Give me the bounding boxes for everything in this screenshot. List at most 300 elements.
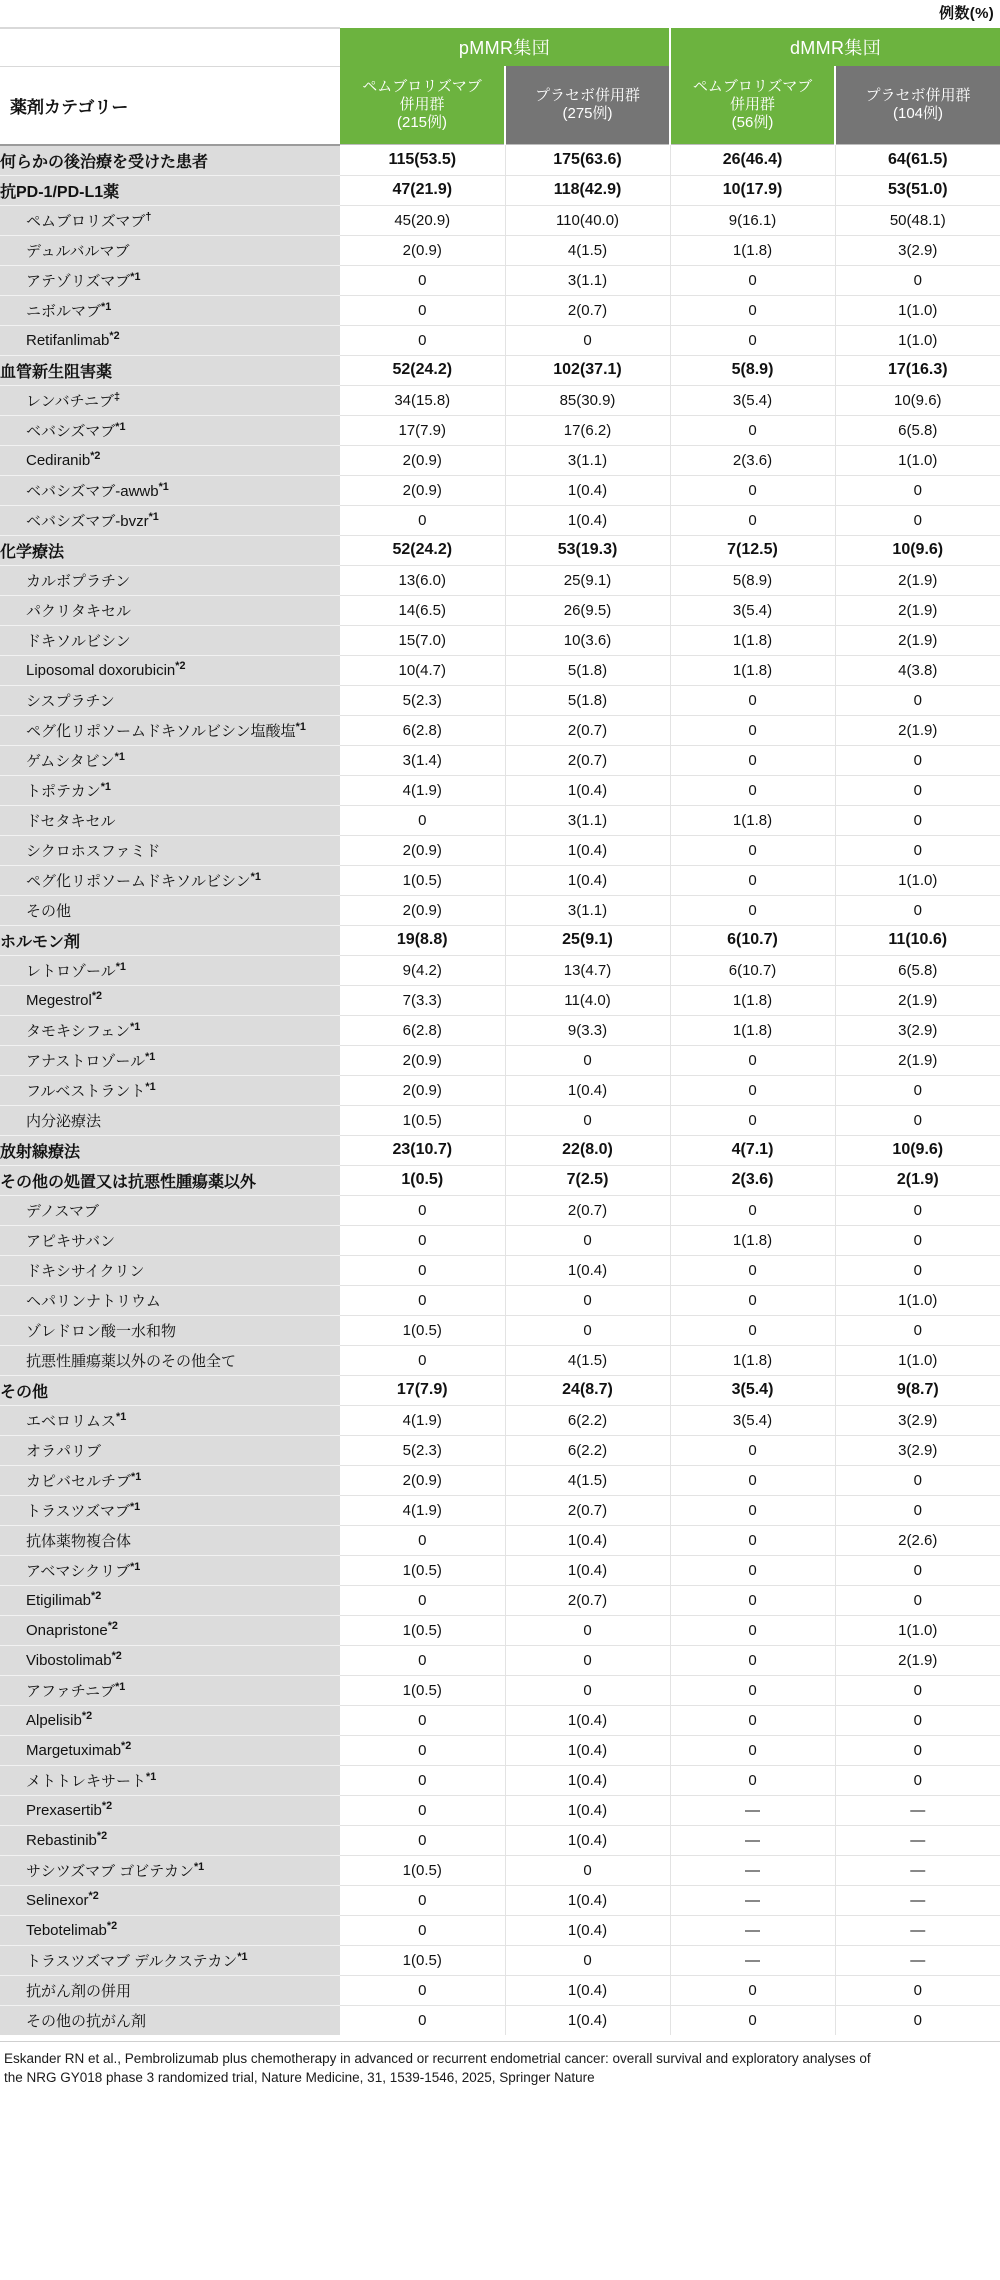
category-label: 血管新生阻害薬: [0, 355, 340, 385]
footnote-marker: *1: [129, 1500, 141, 1513]
table-row: [0, 445, 1000, 475]
value-cell: 102(37.1): [505, 355, 670, 385]
value-cell: 0: [670, 1255, 835, 1285]
drug-label: ペムブロリズマブ†: [0, 205, 340, 235]
value-cell: 0: [670, 775, 835, 805]
value-cell: 1(1.8): [670, 985, 835, 1015]
value-cell: 7(3.3): [340, 985, 505, 1015]
drug-label: ドキシサイクリン: [0, 1255, 340, 1285]
table-row: [0, 415, 1000, 445]
value-cell: 1(1.8): [670, 1225, 835, 1255]
value-cell: 17(16.3): [835, 355, 1000, 385]
value-cell: 2(0.9): [340, 475, 505, 505]
value-cell: 2(0.7): [505, 1585, 670, 1615]
table-row: [0, 385, 1000, 415]
footnote-marker: *1: [250, 870, 261, 883]
category-label: 放射線療法: [0, 1135, 340, 1165]
column-group-pmmr: pMMR集団: [340, 28, 670, 66]
drug-label: ペグ化リポソームドキソルビシン塩酸塩$^{*1}$: [0, 715, 340, 745]
value-cell: 1(1.8): [670, 1345, 835, 1375]
table-row: [0, 1405, 1000, 1435]
drug-label: 抗がん剤の併用: [0, 1975, 340, 2005]
footnote-marker: *1: [145, 1080, 156, 1093]
value-cell: 2(0.7): [505, 745, 670, 775]
value-cell: 10(4.7): [340, 655, 505, 685]
value-cell: 0: [670, 1285, 835, 1315]
value-cell: 0: [505, 1855, 670, 1885]
drug-label: ベバシズマブ-bvzr$^{*1}$: [0, 505, 340, 535]
value-cell: 4(1.9): [340, 1405, 505, 1435]
category-label: その他: [0, 1375, 340, 1405]
value-cell: 17(6.2): [505, 415, 670, 445]
value-cell: —: [835, 1945, 1000, 1975]
table-row: [0, 1855, 1000, 1885]
value-cell: 7(2.5): [505, 1165, 670, 1195]
drug-label: デノスマブ: [0, 1195, 340, 1225]
drug-label: アナストロゾール$^{*1}$: [0, 1045, 340, 1075]
value-cell: 0: [505, 1285, 670, 1315]
drug-label: ベバシズマブ-awwb$^{*1}$: [0, 475, 340, 505]
table-row: [0, 595, 1000, 625]
value-cell: 1(0.4): [505, 1975, 670, 2005]
value-cell: 1(1.0): [835, 1345, 1000, 1375]
value-cell: 2(0.9): [340, 1465, 505, 1495]
value-cell: 10(3.6): [505, 625, 670, 655]
value-cell: 0: [340, 1585, 505, 1615]
drug-label: カピバセルチブ$^{*1}$: [0, 1465, 340, 1495]
value-cell: 1(1.8): [670, 655, 835, 685]
citation: [0, 2041, 1000, 2094]
table-row: [0, 1525, 1000, 1555]
value-cell: 0: [505, 1645, 670, 1675]
value-cell: 0: [835, 895, 1000, 925]
value-cell: 0: [505, 1225, 670, 1255]
value-cell: 0: [670, 715, 835, 745]
value-cell: —: [835, 1795, 1000, 1825]
table-row: [0, 1765, 1000, 1795]
value-cell: 6(10.7): [670, 955, 835, 985]
table-row: [0, 1195, 1000, 1225]
value-cell: 0: [835, 2005, 1000, 2035]
drug-label: ゾレドロン酸一水和物: [0, 1315, 340, 1345]
value-cell: 85(30.9): [505, 385, 670, 415]
value-cell: 0: [670, 1705, 835, 1735]
table-row: [0, 1255, 1000, 1285]
value-cell: 0: [340, 805, 505, 835]
value-cell: 6(2.2): [505, 1435, 670, 1465]
value-cell: 23(10.7): [340, 1135, 505, 1165]
value-cell: 0: [835, 1675, 1000, 1705]
value-cell: 0: [670, 265, 835, 295]
footnote-marker: *1: [237, 1950, 248, 1963]
value-cell: 1(1.8): [670, 1015, 835, 1045]
value-cell: 5(1.8): [505, 655, 670, 685]
value-cell: —: [835, 1855, 1000, 1885]
category-label: 化学療法: [0, 535, 340, 565]
value-cell: 6(5.8): [835, 955, 1000, 985]
value-cell: 2(3.6): [670, 445, 835, 475]
value-cell: 10(9.6): [835, 385, 1000, 415]
value-cell: 52(24.2): [340, 535, 505, 565]
table-row: [0, 325, 1000, 355]
footnote-marker: *1: [148, 510, 159, 523]
footnote-marker: †: [145, 210, 152, 223]
value-cell: 1(0.5): [340, 1615, 505, 1645]
value-cell: 0: [670, 1105, 835, 1135]
value-cell: 0: [340, 1825, 505, 1855]
value-cell: 2(2.6): [835, 1525, 1000, 1555]
value-cell: 0: [505, 1045, 670, 1075]
drug-label: Prexasertib$^{*2}$: [0, 1795, 340, 1825]
value-cell: —: [835, 1885, 1000, 1915]
footnote-marker: *2: [121, 1739, 132, 1752]
footnote-marker: *2: [90, 449, 101, 462]
value-cell: 3(5.4): [670, 385, 835, 415]
table-row: [0, 1435, 1000, 1465]
footnote-marker: *2: [88, 1889, 99, 1902]
col-line2: (104例): [893, 105, 944, 122]
table-row: [0, 895, 1000, 925]
value-cell: 0: [340, 1255, 505, 1285]
table-row: [0, 565, 1000, 595]
value-cell: 1(1.8): [670, 235, 835, 265]
value-cell: 0: [340, 1525, 505, 1555]
value-cell: 1(0.4): [505, 1915, 670, 1945]
footnote-marker: *1: [130, 270, 141, 283]
value-cell: —: [670, 1855, 835, 1885]
drug-label: 内分泌療法: [0, 1105, 340, 1135]
drug-label: オラパリブ: [0, 1435, 340, 1465]
value-cell: 0: [670, 1735, 835, 1765]
table-row: [0, 1795, 1000, 1825]
table-row: [0, 1975, 1000, 2005]
value-cell: 0: [340, 1765, 505, 1795]
value-cell: 9(3.3): [505, 1015, 670, 1045]
drug-label: アピキサバン: [0, 1225, 340, 1255]
value-cell: 0: [340, 1915, 505, 1945]
footnote-marker: *2: [91, 989, 103, 1002]
post-treatment-table: [0, 27, 1000, 2035]
header-subcolumn-row: [0, 66, 1000, 145]
value-cell: 0: [505, 325, 670, 355]
table-header: [0, 28, 1000, 145]
value-cell: 7(12.5): [670, 535, 835, 565]
drug-label: ヘパリンナトリウム: [0, 1285, 340, 1315]
value-cell: 0: [670, 895, 835, 925]
drug-label: エベロリムス$^{*1}$: [0, 1405, 340, 1435]
category-label: その他の処置又は抗悪性腫瘍薬以外: [0, 1165, 340, 1195]
table-row: [0, 715, 1000, 745]
value-cell: 1(0.4): [505, 1885, 670, 1915]
value-cell: 2(0.9): [340, 235, 505, 265]
footnote-marker: *2: [109, 329, 120, 342]
value-cell: 0: [340, 1735, 505, 1765]
drug-label: トラスツズマブ デルクステカン$^{*1}$: [0, 1945, 340, 1975]
table-row: [0, 1705, 1000, 1735]
table-row: [0, 1015, 1000, 1045]
value-cell: 5(8.9): [670, 355, 835, 385]
drug-label: メトトレキサート$^{*1}$: [0, 1765, 340, 1795]
value-cell: 17(7.9): [340, 415, 505, 445]
table-row: [0, 925, 1000, 955]
value-cell: 5(8.9): [670, 565, 835, 595]
footnote-marker: ‡: [113, 390, 120, 403]
table-row: [0, 355, 1000, 385]
drug-label: アベマシクリブ$^{*1}$: [0, 1555, 340, 1585]
value-cell: 1(0.4): [505, 2005, 670, 2035]
value-cell: 0: [835, 1075, 1000, 1105]
column-dmmr-pembrolizumab: [670, 66, 835, 145]
value-cell: 6(2.2): [505, 1405, 670, 1435]
value-cell: 5(1.8): [505, 685, 670, 715]
table-row: [0, 685, 1000, 715]
value-cell: 64(61.5): [835, 145, 1000, 176]
value-cell: 0: [670, 1435, 835, 1465]
drug-label: その他の抗がん剤: [0, 2005, 340, 2035]
table-row: [0, 1585, 1000, 1615]
value-cell: 0: [340, 505, 505, 535]
value-cell: 0: [670, 1765, 835, 1795]
category-label: 何らかの後治療を受けた患者: [0, 145, 340, 176]
value-cell: 4(1.5): [505, 235, 670, 265]
value-cell: 0: [340, 295, 505, 325]
drug-label: Margetuximab$^{*2}$: [0, 1735, 340, 1765]
drug-label: パクリタキセル: [0, 595, 340, 625]
table-row: [0, 175, 1000, 205]
drug-label: カルボプラチン: [0, 565, 340, 595]
value-cell: 0: [670, 1075, 835, 1105]
table-row: [0, 265, 1000, 295]
drug-label: トポテカン$^{*1}$: [0, 775, 340, 805]
value-cell: 1(1.0): [835, 1615, 1000, 1645]
value-cell: 2(1.9): [835, 565, 1000, 595]
value-cell: 0: [340, 1285, 505, 1315]
value-cell: 0: [835, 1315, 1000, 1345]
value-cell: 0: [670, 685, 835, 715]
drug-label: 抗体薬物複合体: [0, 1525, 340, 1555]
value-cell: 0: [670, 1465, 835, 1495]
value-cell: —: [835, 1915, 1000, 1945]
value-cell: 34(15.8): [340, 385, 505, 415]
value-cell: 0: [670, 475, 835, 505]
value-cell: 110(40.0): [505, 205, 670, 235]
value-cell: 0: [835, 1765, 1000, 1795]
drug-label: アテゾリズマブ$^{*1}$: [0, 265, 340, 295]
category-label: ホルモン剤: [0, 925, 340, 955]
col-line3: (215例): [396, 114, 448, 132]
table-row: [0, 235, 1000, 265]
row-label-header: 薬剤カテゴリー: [0, 66, 340, 145]
table-row: [0, 1555, 1000, 1585]
table-row: [0, 205, 1000, 235]
column-pmmr-placebo: [505, 66, 670, 145]
value-cell: 0: [670, 1585, 835, 1615]
footnote-marker: *1: [114, 750, 125, 763]
value-cell: 1(1.0): [835, 1285, 1000, 1315]
value-cell: 1(1.8): [670, 625, 835, 655]
value-cell: 0: [835, 835, 1000, 865]
drug-label: ゲムシタビン$^{*1}$: [0, 745, 340, 775]
value-cell: 0: [340, 1195, 505, 1225]
footnote-marker: *2: [111, 1649, 122, 1662]
value-cell: 2(1.9): [835, 625, 1000, 655]
value-cell: 2(0.7): [505, 1495, 670, 1525]
drug-label: その他: [0, 895, 340, 925]
value-cell: 1(0.4): [505, 1525, 670, 1555]
value-cell: 0: [505, 1315, 670, 1345]
footnote-marker: *1: [295, 720, 306, 733]
value-cell: 0: [670, 865, 835, 895]
table-row: [0, 145, 1000, 176]
value-cell: —: [670, 1795, 835, 1825]
value-cell: 1(0.5): [340, 1555, 505, 1585]
value-cell: 1(0.4): [505, 1705, 670, 1735]
footnote-marker: *2: [81, 1709, 93, 1722]
value-cell: 11(4.0): [505, 985, 670, 1015]
value-cell: 2(0.9): [340, 445, 505, 475]
table-row: [0, 295, 1000, 325]
value-cell: 0: [670, 415, 835, 445]
table-row: [0, 1315, 1000, 1345]
citation-line-1: Eskander RN et al., Pembrolizumab plus chemotherapy in advanced or recurrent endometrial cancer: overall survival and exploratory analyses of: [4, 2050, 871, 2066]
value-cell: 0: [670, 325, 835, 355]
header-group-row: [0, 28, 1000, 66]
header-corner-spacer: [0, 28, 340, 66]
value-cell: 0: [835, 805, 1000, 835]
table-row: [0, 505, 1000, 535]
value-cell: 0: [835, 1105, 1000, 1135]
value-cell: 0: [835, 1705, 1000, 1735]
column-pmmr-pembrolizumab: [340, 66, 505, 145]
table-row: [0, 955, 1000, 985]
value-cell: 13(4.7): [505, 955, 670, 985]
footnote-marker: *1: [145, 1050, 156, 1063]
value-cell: 1(0.5): [340, 865, 505, 895]
table-row: [0, 1615, 1000, 1645]
value-cell: 3(2.9): [835, 235, 1000, 265]
value-cell: 0: [835, 505, 1000, 535]
table-row: [0, 1645, 1000, 1675]
unit-note: 例数(%): [939, 5, 994, 22]
drug-label: Retifanlimab$^{*2}$: [0, 325, 340, 355]
category-label: 抗PD-1/PD-L1薬: [0, 175, 340, 205]
value-cell: 0: [505, 1615, 670, 1645]
table-row: [0, 835, 1000, 865]
value-cell: 15(7.0): [340, 625, 505, 655]
col-line1: ペムブロリズマブ: [362, 77, 482, 95]
value-cell: 2(1.9): [835, 1045, 1000, 1075]
value-cell: 1(0.4): [505, 835, 670, 865]
value-cell: 0: [835, 775, 1000, 805]
value-cell: 19(8.8): [340, 925, 505, 955]
drug-label: ベバシズマブ$^{*1}$: [0, 415, 340, 445]
value-cell: 2(0.7): [505, 715, 670, 745]
value-cell: 52(24.2): [340, 355, 505, 385]
table-row: [0, 535, 1000, 565]
table-row: [0, 1465, 1000, 1495]
value-cell: 1(0.5): [340, 1675, 505, 1705]
value-cell: 0: [670, 745, 835, 775]
value-cell: 3(1.1): [505, 265, 670, 295]
value-cell: 3(5.4): [670, 1405, 835, 1435]
table-row: [0, 1075, 1000, 1105]
citation-line-2: the NRG GY018 phase 3 randomized trial, Nature Medicine, 31, 1539-1546, 2025, Springer Nature: [4, 2070, 595, 2086]
value-cell: —: [670, 1915, 835, 1945]
footnote-marker: *2: [101, 1799, 113, 1812]
value-cell: 0: [670, 295, 835, 325]
value-cell: 0: [670, 1555, 835, 1585]
drug-label: Tebotelimab$^{*2}$: [0, 1915, 340, 1945]
col-line3: (56例): [731, 114, 774, 132]
drug-label: Alpelisib$^{*2}$: [0, 1705, 340, 1735]
value-cell: 4(1.9): [340, 775, 505, 805]
value-cell: 50(48.1): [835, 205, 1000, 235]
col-line2: 併用群: [730, 95, 776, 113]
col-line2: (275例): [562, 105, 613, 122]
value-cell: 1(0.4): [505, 1075, 670, 1105]
value-cell: 4(1.5): [505, 1345, 670, 1375]
footnote-marker: *1: [100, 780, 111, 793]
drug-label: 抗悪性腫瘍薬以外のその他全て: [0, 1345, 340, 1375]
value-cell: 115(53.5): [340, 145, 505, 176]
table-row: [0, 1885, 1000, 1915]
value-cell: 0: [670, 1645, 835, 1675]
footnote-marker: *1: [116, 1410, 127, 1423]
footnote-marker: *1: [130, 1020, 141, 1033]
value-cell: 3(5.4): [670, 1375, 835, 1405]
column-group-dmmr: dMMR集団: [670, 28, 1000, 66]
value-cell: 10(9.6): [835, 535, 1000, 565]
value-cell: 5(2.3): [340, 1435, 505, 1465]
footnote-marker: *2: [106, 1919, 118, 1932]
value-cell: 2(1.9): [835, 1165, 1000, 1195]
value-cell: 1(0.5): [340, 1165, 505, 1195]
table-body: [0, 145, 1000, 2035]
footnote-marker: *1: [115, 1680, 126, 1693]
value-cell: 6(2.8): [340, 715, 505, 745]
value-cell: 1(0.5): [340, 1855, 505, 1885]
value-cell: 2(1.9): [835, 985, 1000, 1015]
value-cell: 4(7.1): [670, 1135, 835, 1165]
value-cell: 0: [835, 1555, 1000, 1585]
value-cell: 1(0.4): [505, 1765, 670, 1795]
drug-label: Onapristone$^{*2}$: [0, 1615, 340, 1645]
value-cell: 0: [670, 1495, 835, 1525]
drug-label: Etigilimab$^{*2}$: [0, 1585, 340, 1615]
value-cell: 22(8.0): [505, 1135, 670, 1165]
footnote-marker: *1: [101, 300, 112, 313]
col-line1: ペムブロリズマブ: [692, 77, 813, 95]
drug-label: ドセタキセル: [0, 805, 340, 835]
value-cell: 2(0.9): [340, 835, 505, 865]
column-dmmr-placebo: [835, 66, 1000, 145]
drug-label: レトロゾール$^{*1}$: [0, 955, 340, 985]
value-cell: 1(1.0): [835, 295, 1000, 325]
value-cell: 6(2.8): [340, 1015, 505, 1045]
table-row: [0, 1105, 1000, 1135]
drug-label: Megestrol$^{*2}$: [0, 985, 340, 1015]
drug-label: ペグ化リポソームドキソルビシン$^{*1}$: [0, 865, 340, 895]
value-cell: 0: [670, 1525, 835, 1555]
footnote-marker: *1: [146, 1770, 157, 1783]
col-line1: プラセボ併用群: [865, 86, 971, 104]
value-cell: 47(21.9): [340, 175, 505, 205]
value-cell: 26(9.5): [505, 595, 670, 625]
value-cell: 0: [505, 1105, 670, 1135]
value-cell: 0: [670, 1975, 835, 2005]
value-cell: 9(4.2): [340, 955, 505, 985]
value-cell: 0: [835, 265, 1000, 295]
